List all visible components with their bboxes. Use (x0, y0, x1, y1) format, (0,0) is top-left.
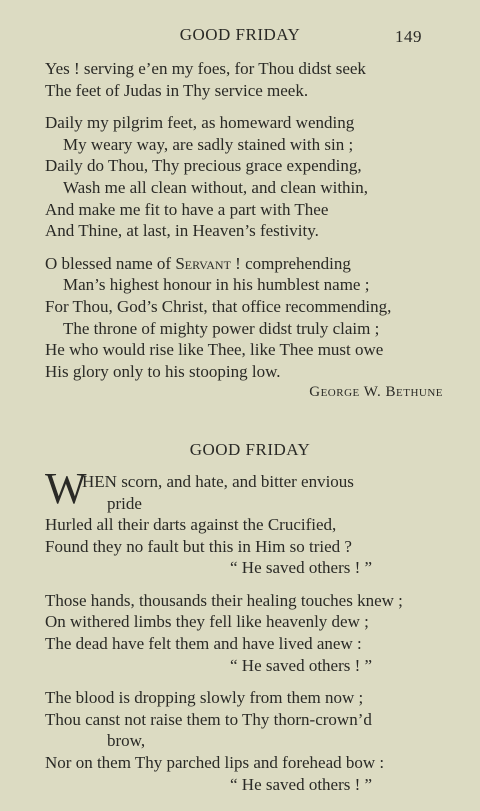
poem-line: Yes ! serving e’en my foes, for Thou didst seek (45, 59, 366, 78)
poem-line: Wash me all clean without, and clean within, (63, 177, 369, 197)
small-caps-word: Servant (175, 253, 231, 273)
poem-line: Found they no fault but this in Him so tried ? (45, 536, 352, 556)
refrain-line: “ He saved others ! ” (230, 558, 373, 578)
refrain-line: “ He saved others ! ” (230, 655, 373, 675)
poem2-stanza-1 (45, 463, 455, 579)
poem-line: The dead have felt them and have lived anew : (45, 634, 362, 654)
poem-line: Daily do Thou, Thy precious grace expending, (45, 156, 362, 176)
poem-line: Those hands, thousands their healing touches knew ; (45, 590, 403, 610)
poem-line: Daily my pilgrim feet, as homeward wending (45, 113, 355, 133)
poem-line: The throne of mighty power didst truly claim ; (63, 318, 380, 338)
drop-cap: W (45, 463, 87, 513)
poem2-stanza-3 (45, 687, 455, 795)
poem-line: On withered limbs they fell like heavenly dew ; (45, 612, 369, 632)
poem-line: My weary way, are sadly stained with sin ; (63, 134, 354, 154)
line-text: O blessed name of (45, 253, 176, 273)
poem-line: And Thine, at last, in Heaven’s festivity. (45, 221, 319, 241)
running-header (0, 25, 480, 49)
poem-line: Man’s highest honour in his humblest name ; (63, 275, 370, 295)
poem1-stanza-3 (45, 253, 455, 383)
poem-line: His glory only to his stooping low. (45, 361, 281, 381)
poem1-stanza-1 (45, 58, 455, 101)
poem-line: Nor on them Thy parched lips and forehead bow : (45, 753, 385, 773)
poem-line (45, 253, 455, 275)
page-body (45, 58, 455, 795)
poem-line: The blood is dropping slowly from them now ; (45, 688, 364, 708)
page-number: 149 (395, 27, 422, 46)
poem-line: brow, (107, 731, 146, 751)
poem-line: The feet of Judas in Thy service meek. (45, 80, 309, 100)
poem2-stanza-2 (45, 590, 455, 676)
poem-line: He who would rise like Thee, like Thee must owe (45, 340, 384, 360)
poem-line: Thou canst not raise them to Thy thorn-crown’d (45, 709, 372, 729)
poem-line: And make me fit to have a part with Thee (45, 199, 329, 219)
poem-line: pride (107, 493, 142, 513)
author-attribution: George W. Bethune (309, 384, 443, 401)
poem-title: GOOD FRIDAY (189, 439, 311, 459)
line-text: ! comprehending (230, 253, 351, 273)
refrain-line: “ He saved others ! ” (230, 774, 373, 794)
poem1-stanza-2 (45, 112, 455, 242)
running-title: GOOD FRIDAY (179, 25, 301, 44)
poem-line: HEN scorn, and hate, and bitter envious (82, 471, 354, 491)
poem-line: For Thou, God’s Christ, that office recommending, (45, 296, 392, 316)
poem-line: Hurled all their darts against the Crucified, (45, 515, 337, 535)
